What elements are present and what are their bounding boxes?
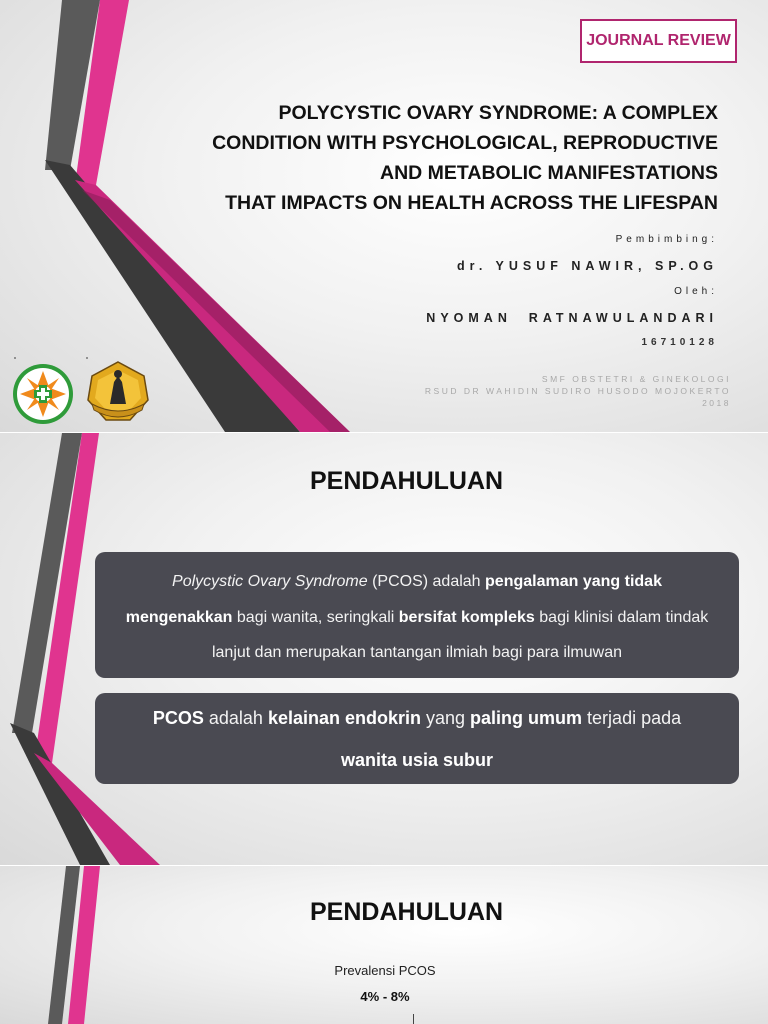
decorative-dot <box>86 357 88 359</box>
institution-info <box>425 373 731 409</box>
text-line <box>95 697 739 739</box>
bold-term: kelainan endokrin <box>267 708 421 728</box>
prevalence-label: Prevalensi PCOS <box>334 963 436 978</box>
text-line <box>95 564 739 600</box>
prevalence-value: 4% - 8% <box>360 989 410 1004</box>
bold-term: bersifat kompleks <box>398 608 535 626</box>
section-title: PENDAHULUAN <box>310 898 504 926</box>
journal-review-badge: JOURNAL REVIEW <box>580 19 737 63</box>
intro-slide-2 <box>0 866 768 1024</box>
title-line: POLYCYSTIC OVARY SYNDROME: A COMPLEX <box>278 102 718 124</box>
definition-text-box <box>95 693 739 784</box>
connector-line <box>413 1014 414 1024</box>
italic-term: Polycystic Ovary Syndrome <box>172 573 368 590</box>
supervisor-name: dr. YUSUF NAWIR, SP.OG <box>457 259 718 273</box>
title-line: AND METABOLIC MANIFESTATIONS <box>380 162 718 184</box>
text-line: lanjut dan merupakan tantangan ilmiah bagi para ilmuwan <box>211 644 623 661</box>
text-span: terjadi pada <box>582 708 682 728</box>
text-span: (PCOS) adalah <box>367 573 486 590</box>
bold-term: paling umum <box>470 708 583 728</box>
institution-line: RSUD DR WAHIDIN SUDIRO HUSODO MOJOKERTO <box>424 386 731 396</box>
author-label: Oleh: <box>674 286 718 297</box>
intro-slide-1 <box>0 433 768 865</box>
text-span: bagi klinisi dalam tindak <box>534 608 709 626</box>
institution-line: 2018 <box>702 398 731 408</box>
presentation-title <box>158 98 718 218</box>
title-line: THAT IMPACTS ON HEALTH ACROSS THE LIFESPAN <box>225 192 718 214</box>
text-line <box>95 600 739 636</box>
bold-term: mengenakkan <box>125 608 233 626</box>
institution-line: SMF OBSTETRI & GINEKOLOGI <box>541 374 731 384</box>
intro-text-box <box>95 552 739 678</box>
text-span: adalah <box>203 708 268 728</box>
bold-term: wanita usia subur <box>340 750 494 770</box>
title-slide <box>0 0 768 432</box>
section-title: PENDAHULUAN <box>310 467 504 495</box>
university-logo <box>86 360 150 424</box>
decorative-dot <box>14 357 16 359</box>
bold-term: PCOS <box>152 708 204 728</box>
title-line: CONDITION WITH PSYCHOLOGICAL, REPRODUCTIVE <box>212 132 718 154</box>
text-span: bagi wanita, seringkali <box>232 608 399 626</box>
supervisor-label: Pembimbing: <box>615 234 718 245</box>
text-line <box>95 739 739 781</box>
author-id: 16710128 <box>641 337 718 348</box>
author-name: NYOMAN RATNAWULANDARI <box>426 311 718 325</box>
bold-term: pengalaman yang tidak <box>485 573 662 590</box>
hospital-logo <box>12 363 74 425</box>
text-span: yang <box>421 708 471 728</box>
